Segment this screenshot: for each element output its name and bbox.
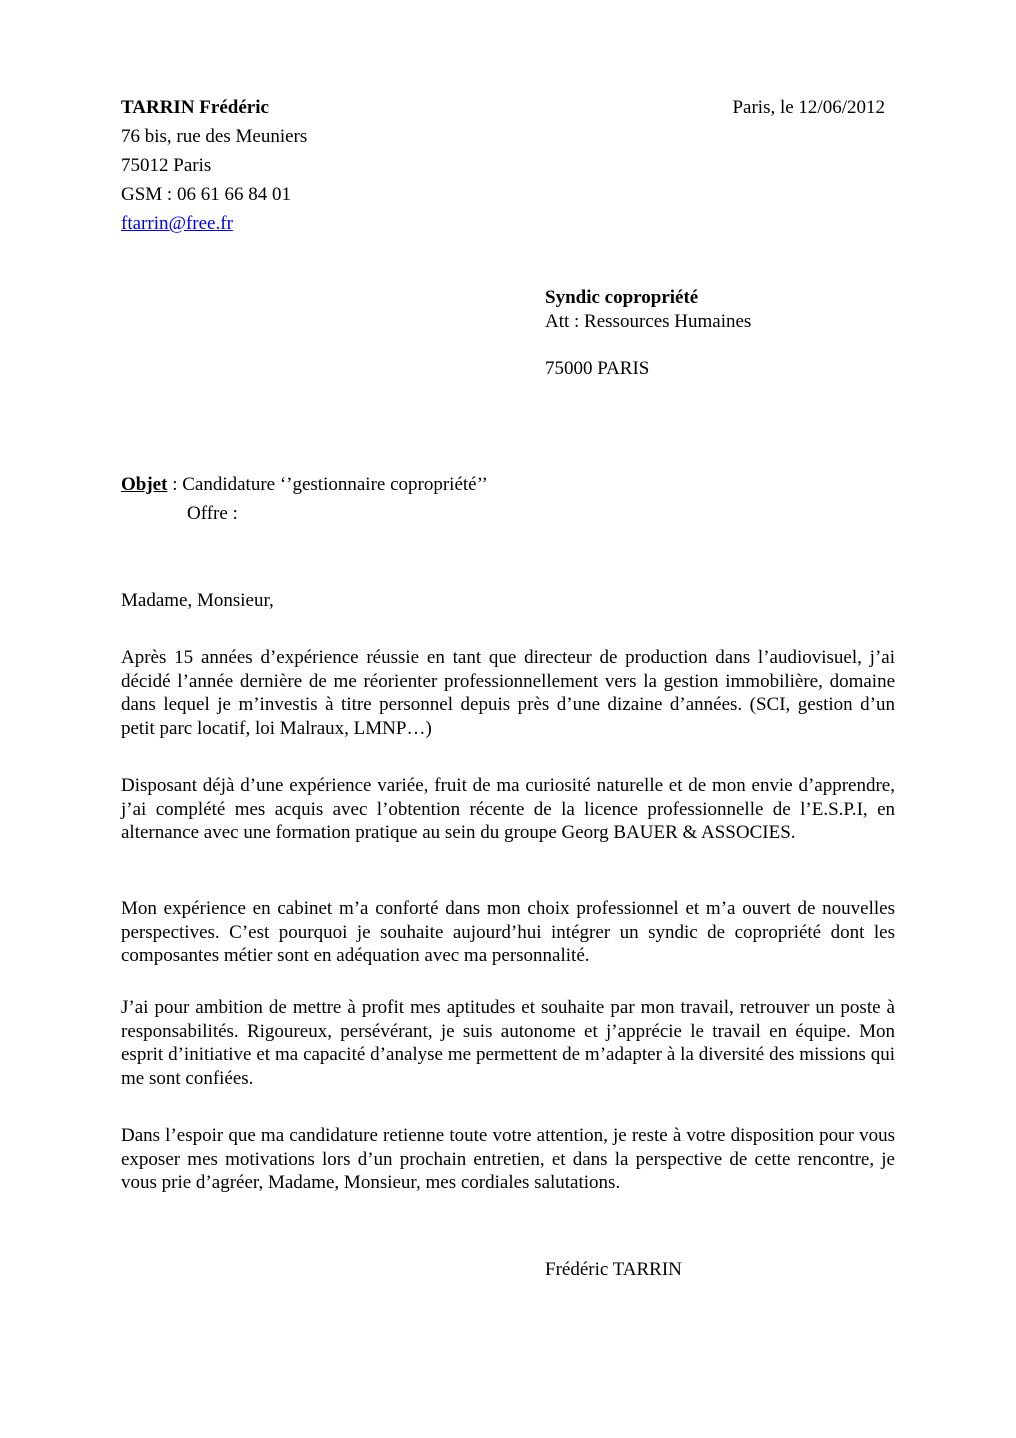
body-paragraph-3: Mon expérience en cabinet m’a conforté dans mon choix professionnel et m’a ouvert de nouvelles perspectives. C’est pourquoi je souhaite aujourd’hui intégrer un syndic de copropriété dont les composantes métier sont en adéquation avec ma personnalité. <box>121 898 895 967</box>
body-paragraph-4: J’ai pour ambition de mettre à profit mes aptitudes et souhaite par mon travail, retrouver un poste à responsabilités. Rigoureux, persévérant, je suis autonome et j’apprécie le travail en équipe. Mon esprit d’initiative et ma capacité d’analyse me permettent de m’adapter à la diversité des missions qui me sont confiées. <box>121 997 895 1089</box>
subject-line <box>121 470 488 499</box>
sender-city: 75012 Paris <box>121 155 212 176</box>
sender-phone: GSM : 06 61 66 84 01 <box>121 184 291 205</box>
body-paragraph-5: Dans l’espoir que ma candidature retienne toute votre attention, je reste à votre disposition pour vous exposer mes motivations lors d’un prochain entretien, et dans la perspective de cette rencontre, je vous prie d’agréer, Madame, Monsieur, mes cordiales salutations. <box>121 1125 895 1194</box>
subject-label: Objet <box>121 474 168 495</box>
signature: Frédéric TARRIN <box>545 1259 682 1280</box>
body-paragraph-2: Disposant déjà d’une expérience variée, fruit de ma curiosité naturelle et de mon envie d’apprendre, j’ai complété mes acquis avec l’obtention récente de la licence professionnelle de l’E.S.P.I, en alternance avec une formation pratique au sein du groupe Georg BAUER & ASSOCIES. <box>121 775 895 844</box>
recipient-name: Syndic copropriété <box>545 287 699 308</box>
recipient-attention: Att : Ressources Humaines <box>545 311 752 332</box>
subject-offer: Offre : <box>187 503 238 524</box>
recipient-city: 75000 PARIS <box>545 358 650 379</box>
salutation: Madame, Monsieur, <box>121 590 274 611</box>
sender-email-link[interactable]: ftarrin@free.fr <box>121 213 233 234</box>
sender-street: 76 bis, rue des Meuniers <box>121 126 308 147</box>
place-date: Paris, le 12/06/2012 <box>732 97 885 118</box>
body-paragraph-1: Après 15 années d’expérience réussie en tant que directeur de production dans l’audiovisuel, j’ai décidé l’année dernière de me réorienter professionnellement vers la gestion immobilière, domaine dans lequel je m’investis à titre personnel depuis près d’une dizaine d’années. (SCI, gestion d’un petit parc locatif, loi Malraux, LMNP…) <box>121 647 895 739</box>
sender-name: TARRIN Frédéric <box>121 97 269 118</box>
subject-text: : Candidature ‘’gestionnaire copropriété’’ <box>167 474 488 495</box>
